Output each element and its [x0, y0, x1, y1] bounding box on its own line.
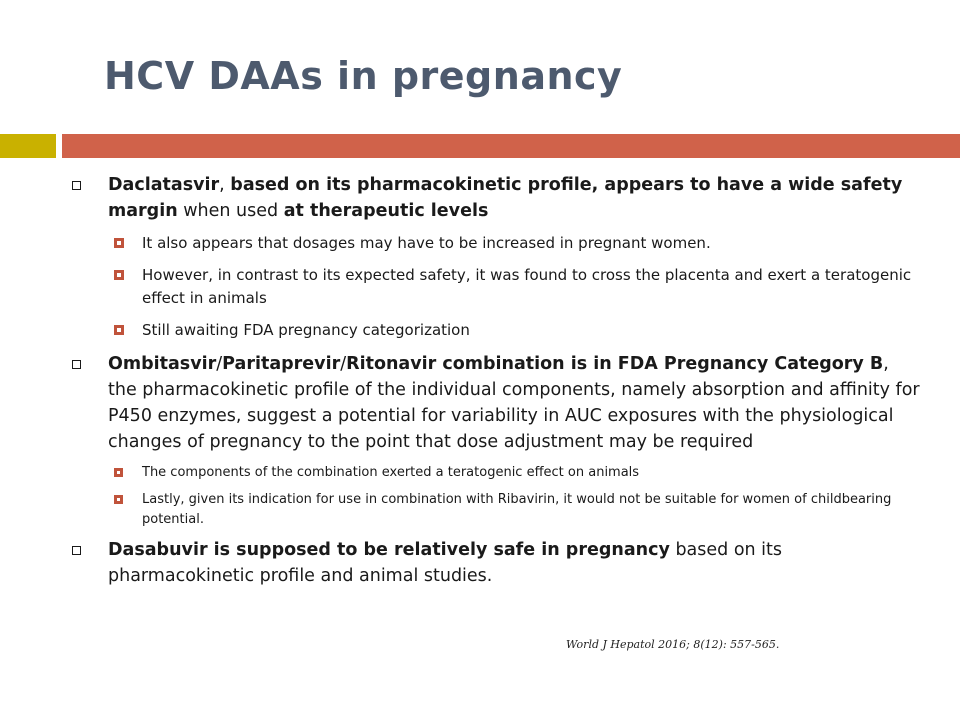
accent-bar-yellow [0, 134, 56, 158]
sub-bullet-text: However, in contrast to its expected safety, it was found to cross the placenta and exert a teratogenic effect in animals [142, 266, 912, 307]
bullet-bold-text: Daclatasvir [108, 175, 220, 195]
sub-bullet-text: Lastly, given its indication for use in combination with Ribavirin, it would not be suitable for women of childbearing potential. [142, 492, 892, 527]
sub-bullet [72, 232, 922, 255]
bullet-text: , [219, 175, 231, 195]
square-bullet-icon [114, 325, 124, 335]
sub-bullet-text: It also appears that dosages may have to be increased in pregnant women. [142, 234, 711, 252]
square-bullet-icon [114, 238, 124, 248]
slide-title: HCV DAAs in pregnancy [104, 54, 623, 98]
square-bullet-icon [114, 270, 124, 280]
bullet-bold-text: Paritaprevir [222, 354, 341, 374]
bullet-bold-text: Dasabuvir is supposed to be relatively safe in pregnancy [108, 540, 670, 560]
sub-bullet [72, 463, 922, 483]
sub-bullet [72, 319, 922, 342]
bullet-bold-text: at therapeutic levels [283, 201, 489, 221]
citation: World J Hepatol 2016; 8(12): 557-565. [566, 638, 780, 651]
sub-bullet-text: Still awaiting FDA pregnancy categorization [142, 321, 470, 339]
bullet-dasabuvir [72, 537, 922, 589]
bullet-text: when used [177, 201, 284, 221]
bullet-text: / [216, 354, 223, 374]
sub-bullet-text: The components of the combination exerted a teratogenic effect on animals [142, 465, 640, 480]
bullet-daclatasvir [72, 172, 922, 224]
hollow-square-bullet-icon [72, 360, 81, 369]
bullet-bold-text: Ritonavir combination is in FDA Pregnancy Category B [346, 354, 884, 374]
bullet-list [72, 172, 922, 597]
square-bullet-icon [114, 495, 123, 504]
square-bullet-icon [114, 468, 123, 477]
bullet-bold-text: based on its pharmacokinetic profile, appears to have a wide safety margin [108, 175, 903, 221]
hollow-square-bullet-icon [72, 546, 81, 555]
sub-bullet [72, 264, 922, 310]
hollow-square-bullet-icon [72, 181, 81, 190]
bullet-bold-text: Ombitasvir [108, 354, 217, 374]
bullet-ombitasvir [72, 351, 922, 455]
accent-bar-orange [62, 134, 960, 158]
bullet-text: based on its pharmacokinetic profile and animal studies. [108, 540, 783, 586]
sub-bullet [72, 490, 922, 530]
bullet-text: , the pharmacokinetic profile of the individual components, namely absorption and affinity for P450 enzymes, suggest a potential for variability in AUC exposures with the physiological changes of pregnancy to the point that dose adjustment may be required [108, 354, 920, 452]
bullet-text: / [340, 354, 347, 374]
